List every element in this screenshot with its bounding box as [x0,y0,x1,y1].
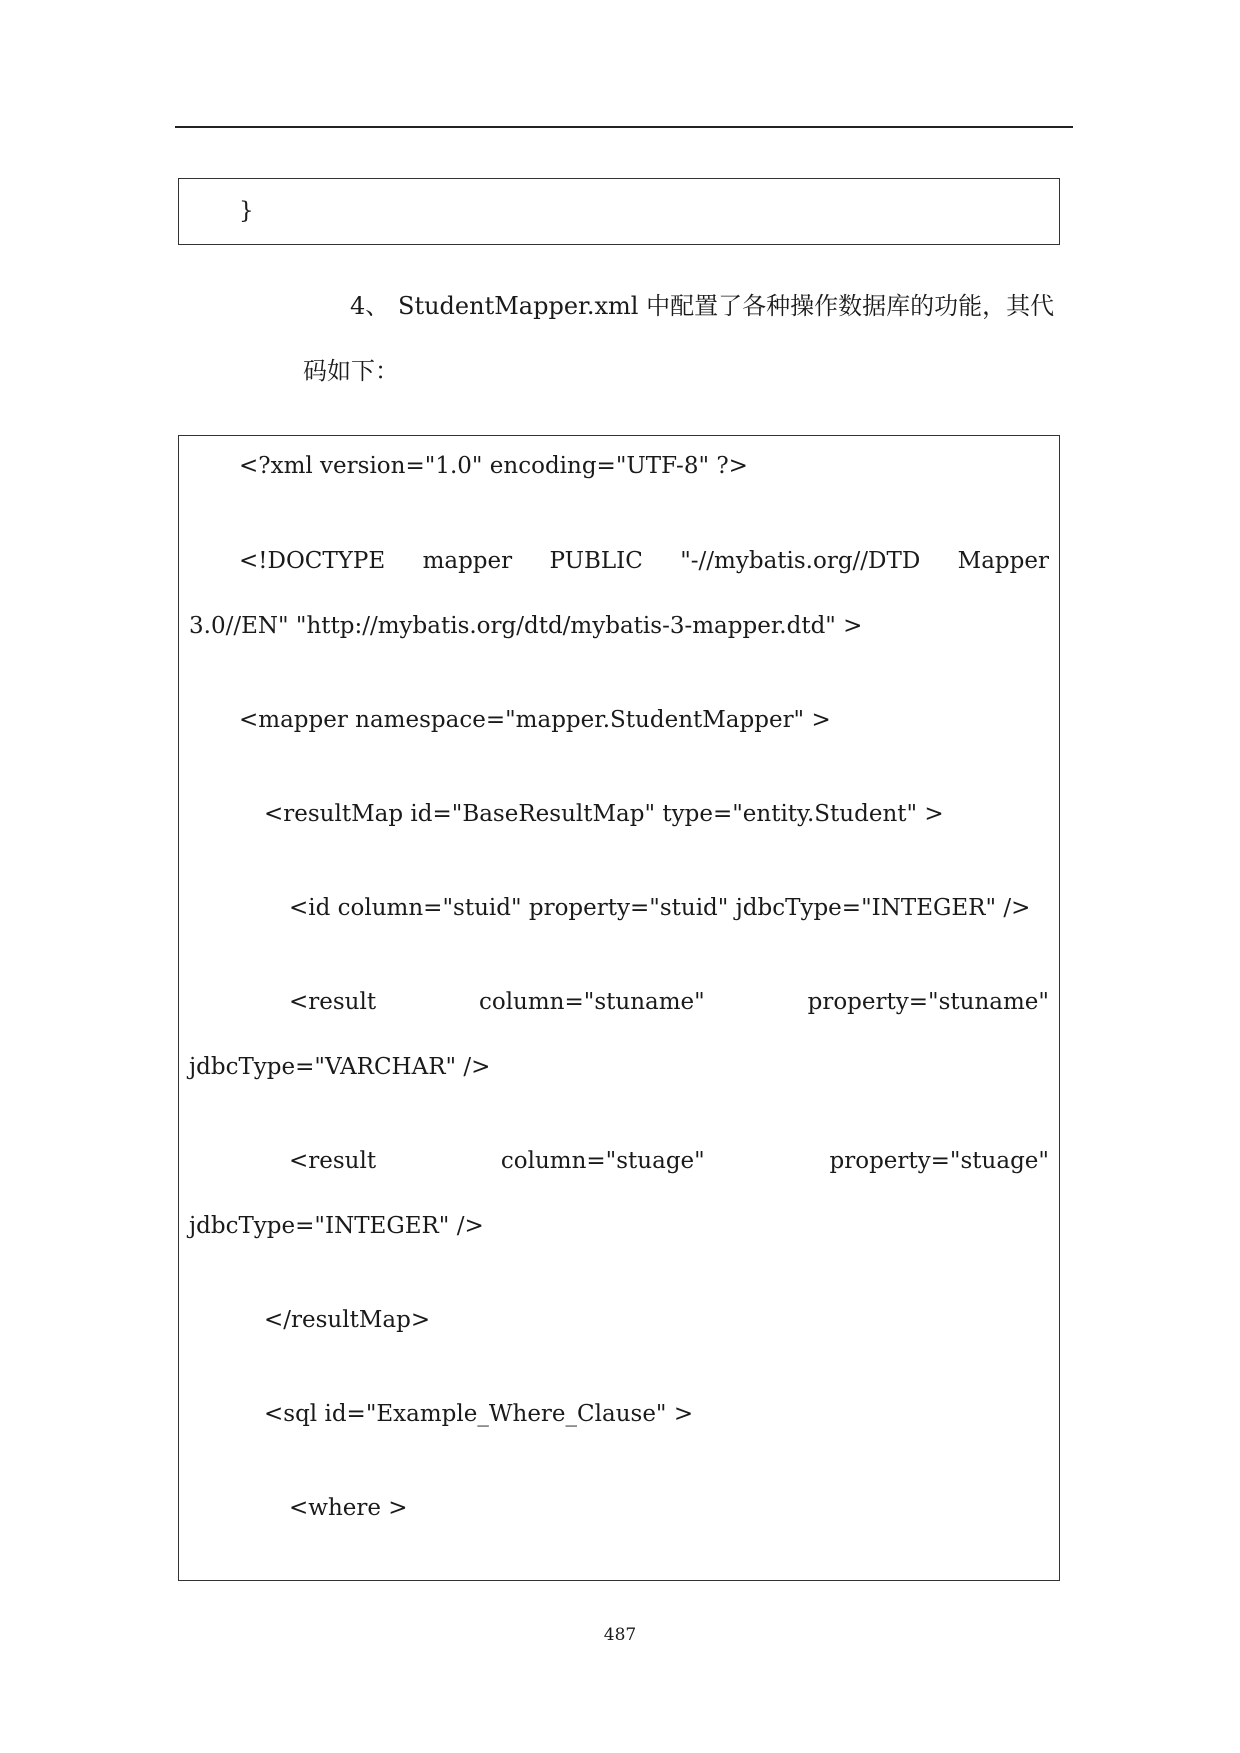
closing-brace: } [239,198,254,224]
code-line-mapper: <mapper namespace="mapper.StudentMapper" > [239,707,831,733]
page-number: 487 [603,1625,637,1645]
code-line-stuage-jdbc: jdbcType="INTEGER" /> [189,1213,484,1239]
code-line-result-map: <resultMap id="BaseResultMap" type="entity.Student" > [264,801,944,827]
code-word: mapper [422,548,513,574]
code-word: Mapper [957,548,1049,574]
section-text-line-1: StudentMapper.xml 中配置了各种操作数据库的功能，其代 [398,292,1055,320]
code-word: "-//mybatis.org//DTD [680,548,921,574]
code-line-xml-declaration: <?xml version="1.0" encoding="UTF-8" ?> [239,453,748,479]
code-word: PUBLIC [549,548,643,574]
code-block-student-mapper [178,435,1060,1581]
code-line-sql: <sql id="Example_Where_Clause" > [264,1401,694,1427]
section-number: 4、 [350,292,390,320]
code-line-result-stuname [289,988,1049,1016]
code-line-where: <where > [289,1495,408,1521]
code-block-continuation [178,178,1060,245]
code-word: <result [289,989,377,1015]
section-text-line-2: 码如下： [303,357,399,385]
code-line-id: <id column="stuid" property="stuid" jdbcType="INTEGER" /> [289,895,1031,921]
code-line-result-map-close: </resultMap> [264,1307,431,1333]
code-word: <!DOCTYPE [239,548,386,574]
code-word: property="stuname" [807,989,1049,1015]
code-line-doctype-continued: 3.0//EN" "http://mybatis.org/dtd/mybatis-3-mapper.dtd" > [189,613,863,639]
code-word: <result [289,1148,377,1174]
code-line-result-stuage [289,1147,1049,1175]
code-word: column="stuage" [500,1148,705,1174]
header-rule [175,126,1073,128]
code-line-stuname-jdbc: jdbcType="VARCHAR" /> [189,1054,491,1080]
code-word: column="stuname" [478,989,705,1015]
code-word: property="stuage" [829,1148,1049,1174]
code-line-doctype [239,547,1049,575]
